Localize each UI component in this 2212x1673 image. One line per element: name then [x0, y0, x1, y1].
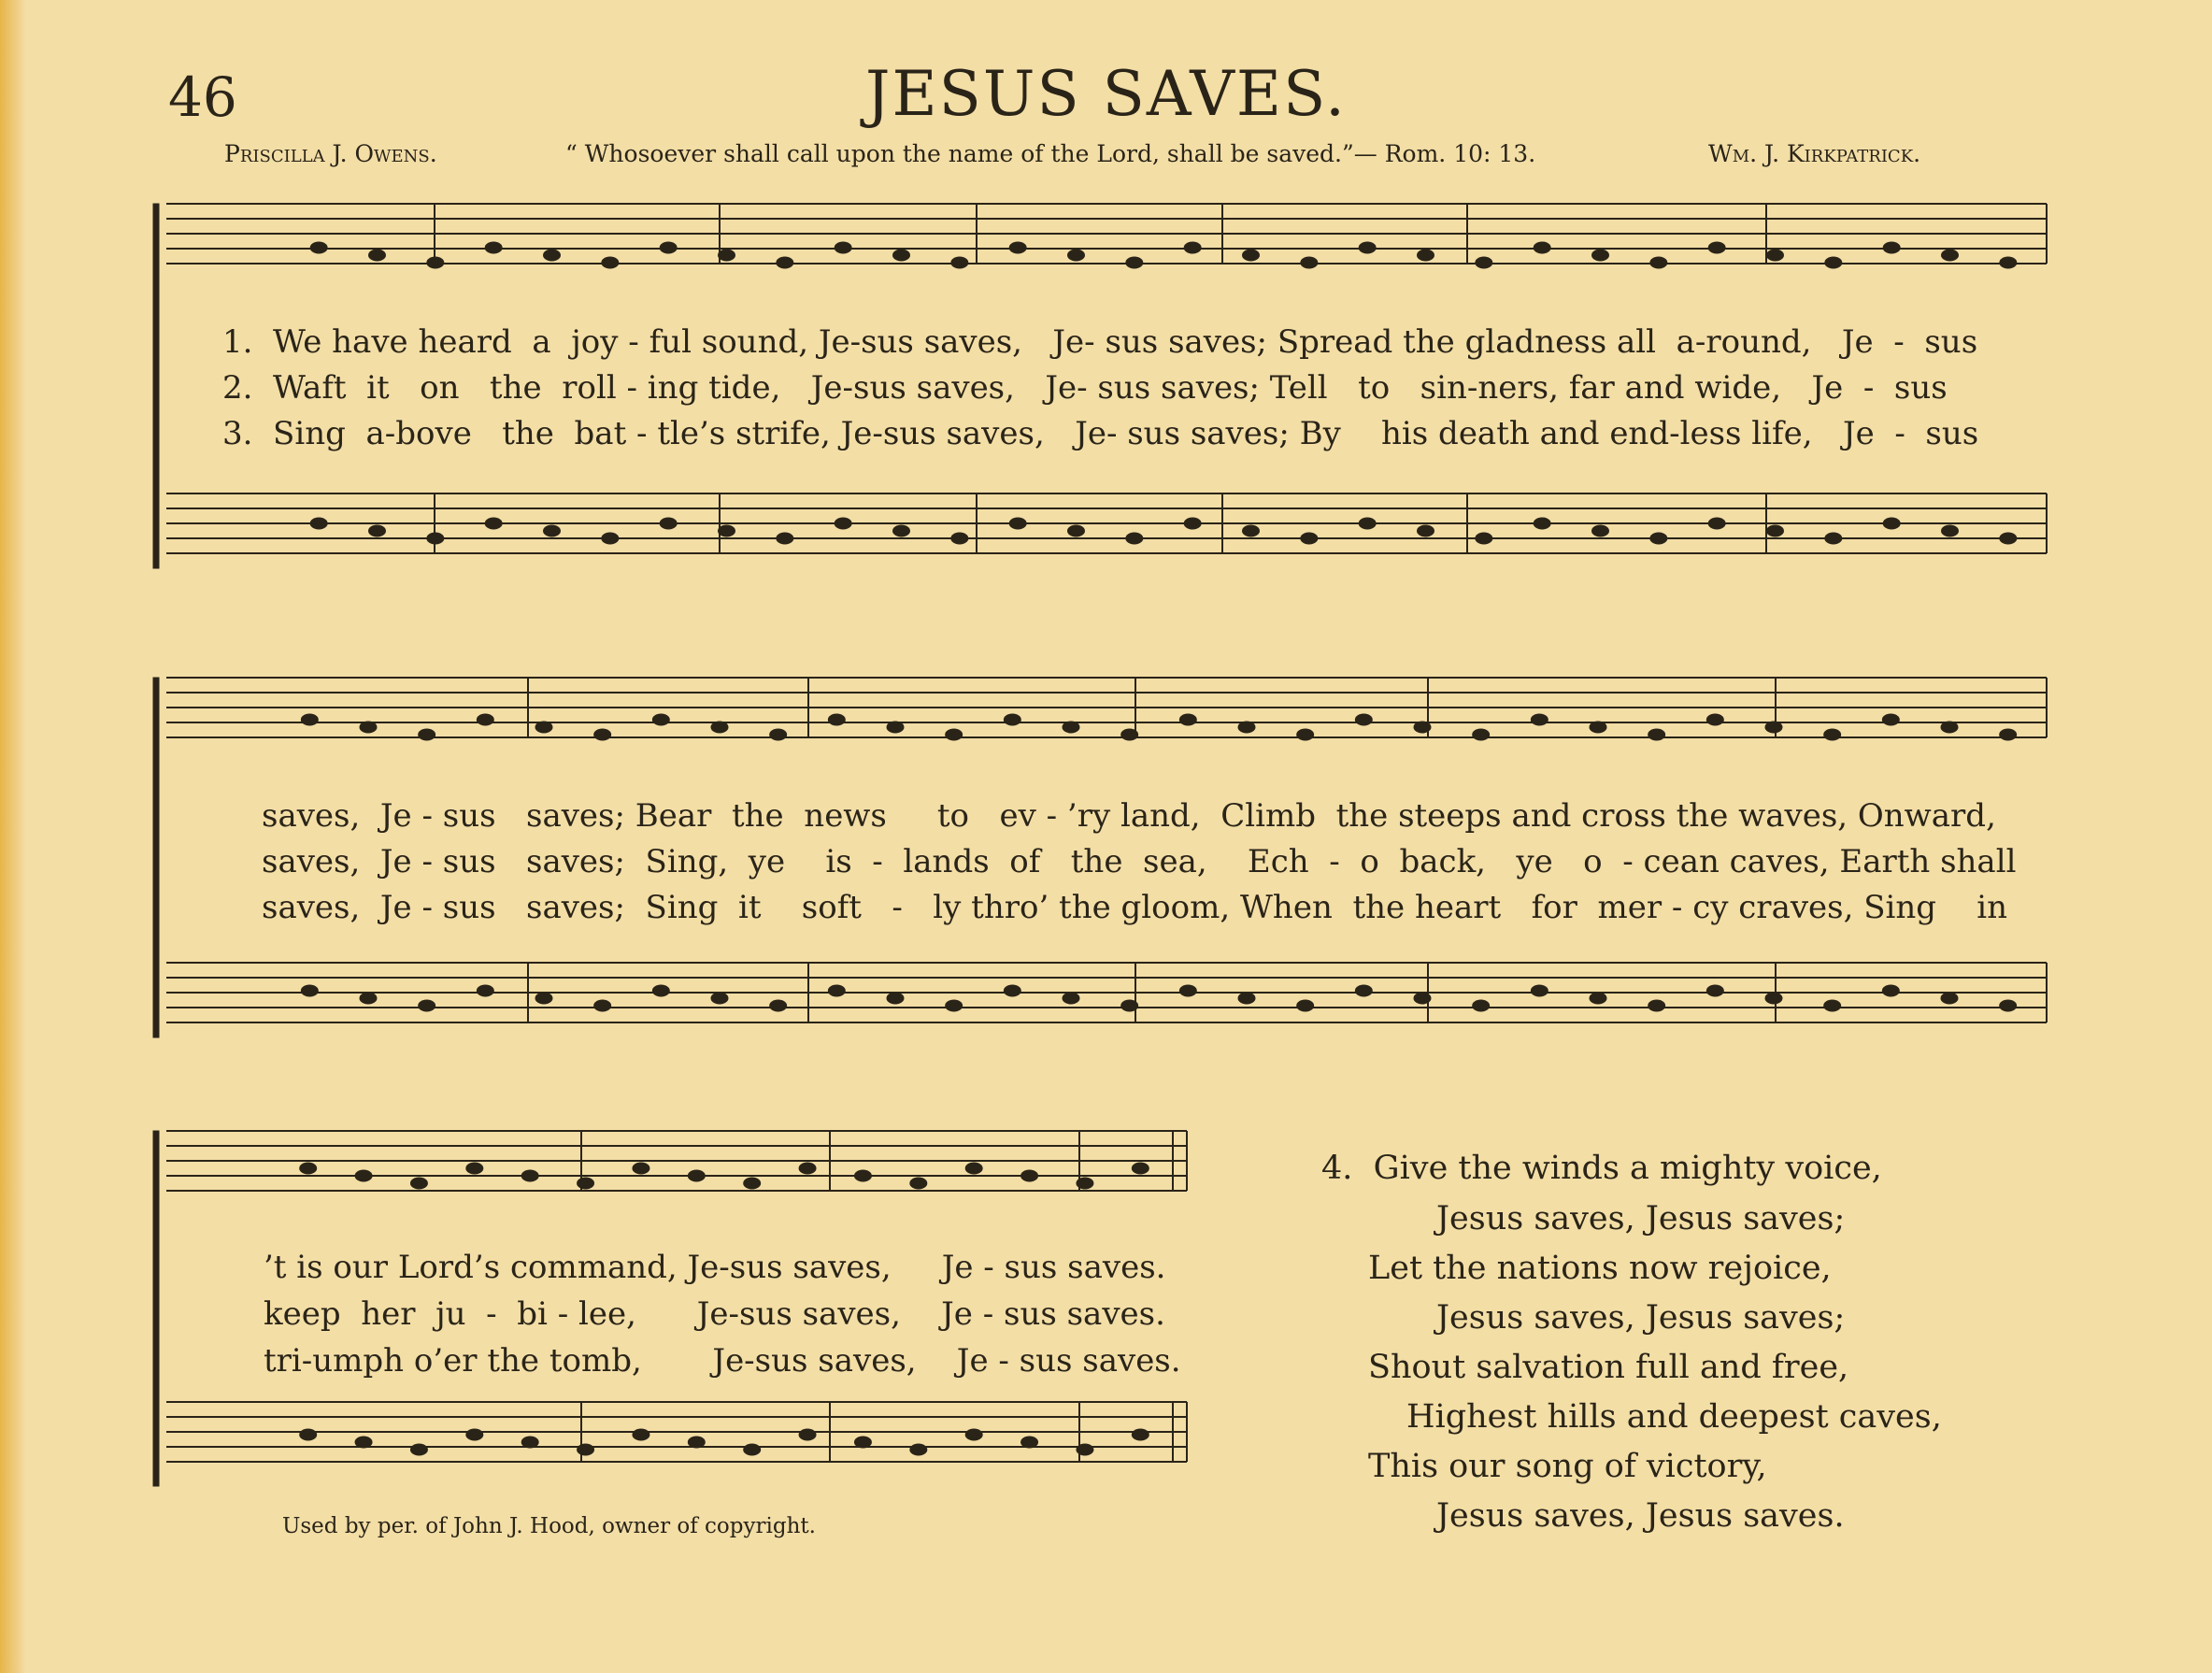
note-head [1243, 250, 1260, 261]
note-head [946, 1000, 963, 1011]
note-head [711, 993, 728, 1004]
note-head [535, 993, 552, 1004]
page-number: 46 [168, 65, 237, 129]
note-head [1238, 722, 1255, 733]
note-head [410, 1444, 427, 1455]
note-head [1476, 533, 1492, 544]
note-head [2000, 1000, 2017, 1011]
note-head [1648, 1000, 1665, 1011]
author-credit: Priscilla J. Owens. [224, 140, 437, 167]
note-head [744, 1178, 761, 1189]
note-head [1941, 993, 1958, 1004]
note-head [1825, 533, 1842, 544]
note-head [1592, 525, 1609, 536]
note-head [1068, 250, 1085, 261]
system1-verse3-lyrics: 3. Sing a-bove the bat - tle’s strife, Je-sus saves, Je- sus saves; By his death and end-less life, Je - sus [222, 415, 1979, 452]
note-head [1021, 1437, 1038, 1448]
note-head [1004, 985, 1020, 996]
system2-verse1-lyrics: saves, Je - sus saves; Bear the news to ev - ’ry land, Climb the steeps and cross the waves, Onward, [262, 797, 1996, 835]
note-head [893, 250, 910, 261]
note-head [1648, 729, 1665, 740]
note-head [1132, 1163, 1149, 1174]
note-head [1942, 250, 1959, 261]
note-head [300, 1429, 317, 1440]
note-head [965, 1163, 982, 1174]
note-head [1418, 525, 1434, 536]
note-head [1184, 518, 1201, 529]
note-head [910, 1178, 927, 1189]
note-head [652, 985, 669, 996]
note-head [1531, 985, 1548, 996]
note-head [1132, 1429, 1149, 1440]
note-head [777, 533, 793, 544]
note-head [369, 250, 386, 261]
note-head [1184, 242, 1201, 253]
note-head [1765, 722, 1782, 733]
note-head [887, 722, 904, 733]
bass-staff-2 [166, 963, 2047, 1022]
note-head [1068, 525, 1085, 536]
note-head [1359, 518, 1376, 529]
note-head [301, 985, 318, 996]
note-head [1941, 722, 1958, 733]
system-brace [153, 1131, 159, 1486]
note-head [633, 1163, 649, 1174]
system3-verse2-lyrics: keep her ju - bi - lee, Je-sus saves, Je - sus saves. [264, 1295, 1165, 1333]
note-head [854, 1170, 871, 1181]
note-head [602, 533, 619, 544]
verse4-line-3: Let the nations now rejoice, [1368, 1250, 1832, 1287]
note-head [1824, 729, 1841, 740]
note-head [893, 525, 910, 536]
note-head [799, 1429, 816, 1440]
system2-verse3-lyrics: saves, Je - sus saves; Sing it soft - ly thro’ the gloom, When the heart for mer - cy craves, Sing in [262, 889, 2008, 926]
note-head [1004, 714, 1020, 725]
note-head [887, 993, 904, 1004]
note-head [652, 714, 669, 725]
note-head [1767, 250, 1784, 261]
note-head [1590, 993, 1606, 1004]
note-head [1243, 525, 1260, 536]
note-head [466, 1163, 483, 1174]
note-head [1121, 1000, 1138, 1011]
note-head [1882, 985, 1899, 996]
note-head [633, 1429, 649, 1440]
treble-staff-3 [166, 1131, 1187, 1191]
scripture-epigraph: “ Whosoever shall call upon the name of the Lord, shall be saved.”— Rom. 10: 13. [565, 140, 1536, 167]
note-head [594, 729, 611, 740]
note-head [1063, 722, 1079, 733]
note-head [854, 1437, 871, 1448]
composer-credit: Wm. J. Kirkpatrick. [1708, 140, 1921, 167]
note-head [1476, 257, 1492, 268]
note-head [1825, 257, 1842, 268]
verse4-line-1: 4. Give the winds a mighty voice, [1321, 1150, 1882, 1187]
note-head [477, 714, 493, 725]
note-head [310, 242, 327, 253]
verse4-line-4: Jesus saves, Jesus saves; [1436, 1299, 1846, 1337]
note-head [1534, 518, 1550, 529]
note-head [1473, 729, 1490, 740]
system2-verse2-lyrics: saves, Je - sus saves; Sing, ye is - lands of the sea, Ech - o back, ye o - cean caves, Earth shall [262, 843, 2017, 880]
verse4-line-7: This our song of victory, [1368, 1448, 1767, 1485]
note-head [578, 1178, 594, 1189]
note-head [1708, 242, 1725, 253]
note-head [1238, 993, 1255, 1004]
note-head [594, 1000, 611, 1011]
note-head [485, 242, 502, 253]
note-head [835, 518, 851, 529]
system-brace [153, 204, 159, 568]
note-head [1414, 722, 1431, 733]
note-head [770, 1000, 787, 1011]
note-head [2000, 533, 2017, 544]
note-head [660, 242, 677, 253]
verse4-line-2: Jesus saves, Jesus saves; [1436, 1200, 1846, 1237]
note-head [1590, 722, 1606, 733]
treble-staff-1 [166, 204, 2047, 264]
note-head [300, 1163, 317, 1174]
note-head [828, 985, 845, 996]
note-head [719, 525, 735, 536]
note-head [1418, 250, 1434, 261]
note-head [965, 1429, 982, 1440]
note-head [369, 525, 386, 536]
note-head [1592, 250, 1609, 261]
note-head [1414, 993, 1431, 1004]
note-head [1063, 993, 1079, 1004]
note-head [310, 518, 327, 529]
note-head [427, 257, 444, 268]
verse4-line-6: Highest hills and deepest caves, [1406, 1398, 1942, 1436]
note-head [1355, 985, 1372, 996]
note-head [1077, 1444, 1093, 1455]
note-head [535, 722, 552, 733]
note-head [2000, 729, 2017, 740]
note-head [1765, 993, 1782, 1004]
note-head [1301, 533, 1318, 544]
system1-verse1-lyrics: 1. We have heard a joy - ful sound, Je-sus saves, Je- sus saves; Spread the gladness all a-round, Je - sus [222, 323, 1978, 361]
note-head [1824, 1000, 1841, 1011]
note-head [1883, 518, 1900, 529]
note-head [2000, 257, 2017, 268]
note-head [951, 257, 968, 268]
bass-staff-3 [166, 1402, 1187, 1462]
note-head [301, 714, 318, 725]
note-head [419, 729, 435, 740]
note-head [719, 250, 735, 261]
system3-verse3-lyrics: tri-umph o’er the tomb, Je-sus saves, Je - sus saves. [264, 1342, 1181, 1380]
note-head [1359, 242, 1376, 253]
note-head [521, 1170, 538, 1181]
note-head [1121, 729, 1138, 740]
note-head [1126, 257, 1143, 268]
note-head [1179, 985, 1196, 996]
note-head [521, 1437, 538, 1448]
note-head [544, 525, 561, 536]
note-head [355, 1437, 372, 1448]
system3-verse1-lyrics: ’t is our Lord’s command, Je-sus saves, Je - sus saves. [264, 1249, 1166, 1286]
note-head [828, 714, 845, 725]
bass-staff-1 [166, 493, 2047, 553]
note-head [1883, 242, 1900, 253]
note-head [544, 250, 561, 261]
note-head [744, 1444, 761, 1455]
note-head [360, 993, 377, 1004]
note-head [1534, 242, 1550, 253]
verse4-line-5: Shout salvation full and free, [1368, 1349, 1849, 1386]
note-head [1882, 714, 1899, 725]
note-head [688, 1170, 705, 1181]
note-head [1126, 533, 1143, 544]
note-head [1942, 525, 1959, 536]
note-head [1767, 525, 1784, 536]
note-head [1531, 714, 1548, 725]
note-head [910, 1444, 927, 1455]
note-head [602, 257, 619, 268]
system1-verse2-lyrics: 2. Waft it on the roll - ing tide, Je-sus saves, Je- sus saves; Tell to sin-ners, far and wide, Je - sus [222, 369, 1948, 407]
note-head [1077, 1178, 1093, 1189]
note-head [1297, 729, 1314, 740]
note-head [835, 242, 851, 253]
note-head [578, 1444, 594, 1455]
treble-staff-2 [166, 678, 2047, 737]
note-head [951, 533, 968, 544]
note-head [1706, 714, 1723, 725]
note-head [1708, 518, 1725, 529]
note-head [410, 1178, 427, 1189]
note-head [799, 1163, 816, 1174]
note-head [466, 1429, 483, 1440]
note-head [1179, 714, 1196, 725]
note-head [427, 533, 444, 544]
note-head [660, 518, 677, 529]
hymn-title: JESUS SAVES. [865, 58, 1347, 130]
note-head [1706, 985, 1723, 996]
verse4-line-8: Jesus saves, Jesus saves. [1436, 1497, 1845, 1535]
copyright-notice: Used by per. of John J. Hood, owner of copyright. [282, 1514, 816, 1538]
note-head [1355, 714, 1372, 725]
note-head [1009, 518, 1026, 529]
note-head [1650, 533, 1667, 544]
note-head [770, 729, 787, 740]
note-head [688, 1437, 705, 1448]
note-head [1301, 257, 1318, 268]
note-head [1009, 242, 1026, 253]
note-head [1021, 1170, 1038, 1181]
note-head [485, 518, 502, 529]
note-head [360, 722, 377, 733]
note-head [711, 722, 728, 733]
note-head [946, 729, 963, 740]
note-head [1297, 1000, 1314, 1011]
note-head [477, 985, 493, 996]
note-head [419, 1000, 435, 1011]
note-head [355, 1170, 372, 1181]
system-brace [153, 678, 159, 1037]
note-head [1650, 257, 1667, 268]
note-head [1473, 1000, 1490, 1011]
note-head [777, 257, 793, 268]
